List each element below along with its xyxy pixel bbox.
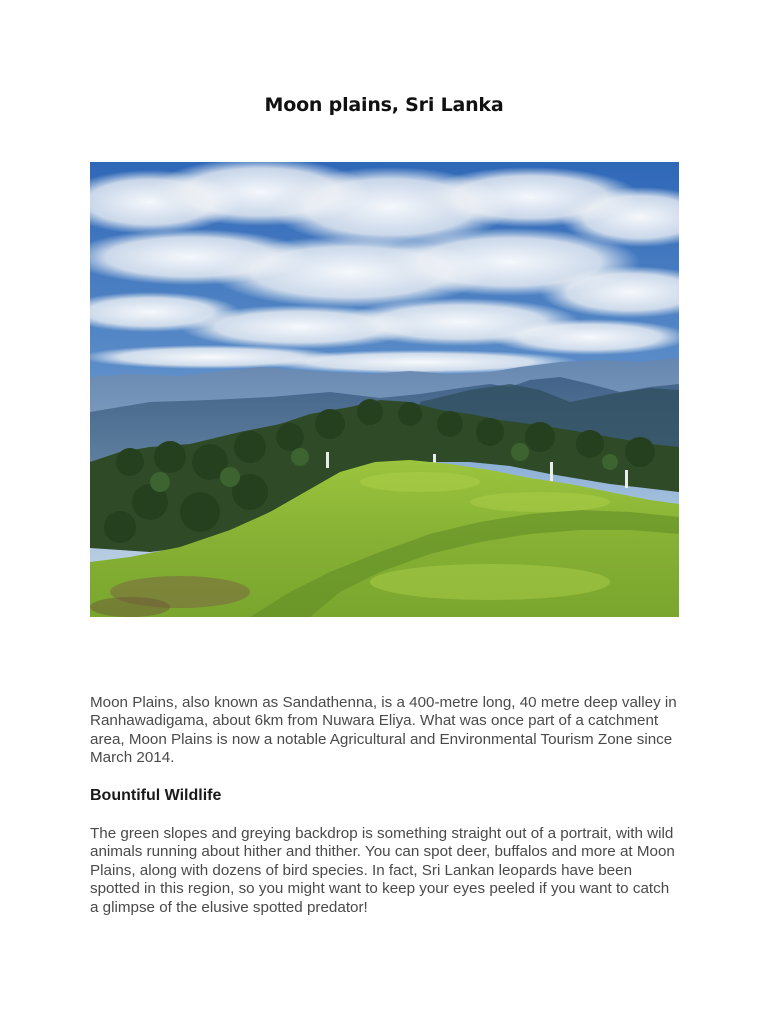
landscape-photo (90, 162, 679, 617)
intro-paragraph: Moon Plains, also known as Sandathenna, is a 400-metre long, 40 metre deep valley in Ranhawadigama, about 6km from Nuwara Eliya. What was once part of a catchment area, Moon Plains is now a notable Agricultural and Environmental Tourism Zone since March 2014. (90, 694, 677, 767)
landscape-photo-image (90, 162, 679, 617)
section-heading-wildlife: Bountiful Wildlife (90, 787, 222, 804)
wildlife-paragraph: The green slopes and greying backdrop is something straight out of a portrait, with wild animals running about hither and thither. You can spot deer, buffalos and more at Moon Plains, along with dozens of bird species. In fact, Sri Lankan leopards have been spotted in this region, so you might want to keep your eyes peeled if you want to catch a glimpse of the elusive spotted predator! (90, 825, 675, 916)
document-title: Moon plains, Sri Lanka (264, 94, 504, 116)
